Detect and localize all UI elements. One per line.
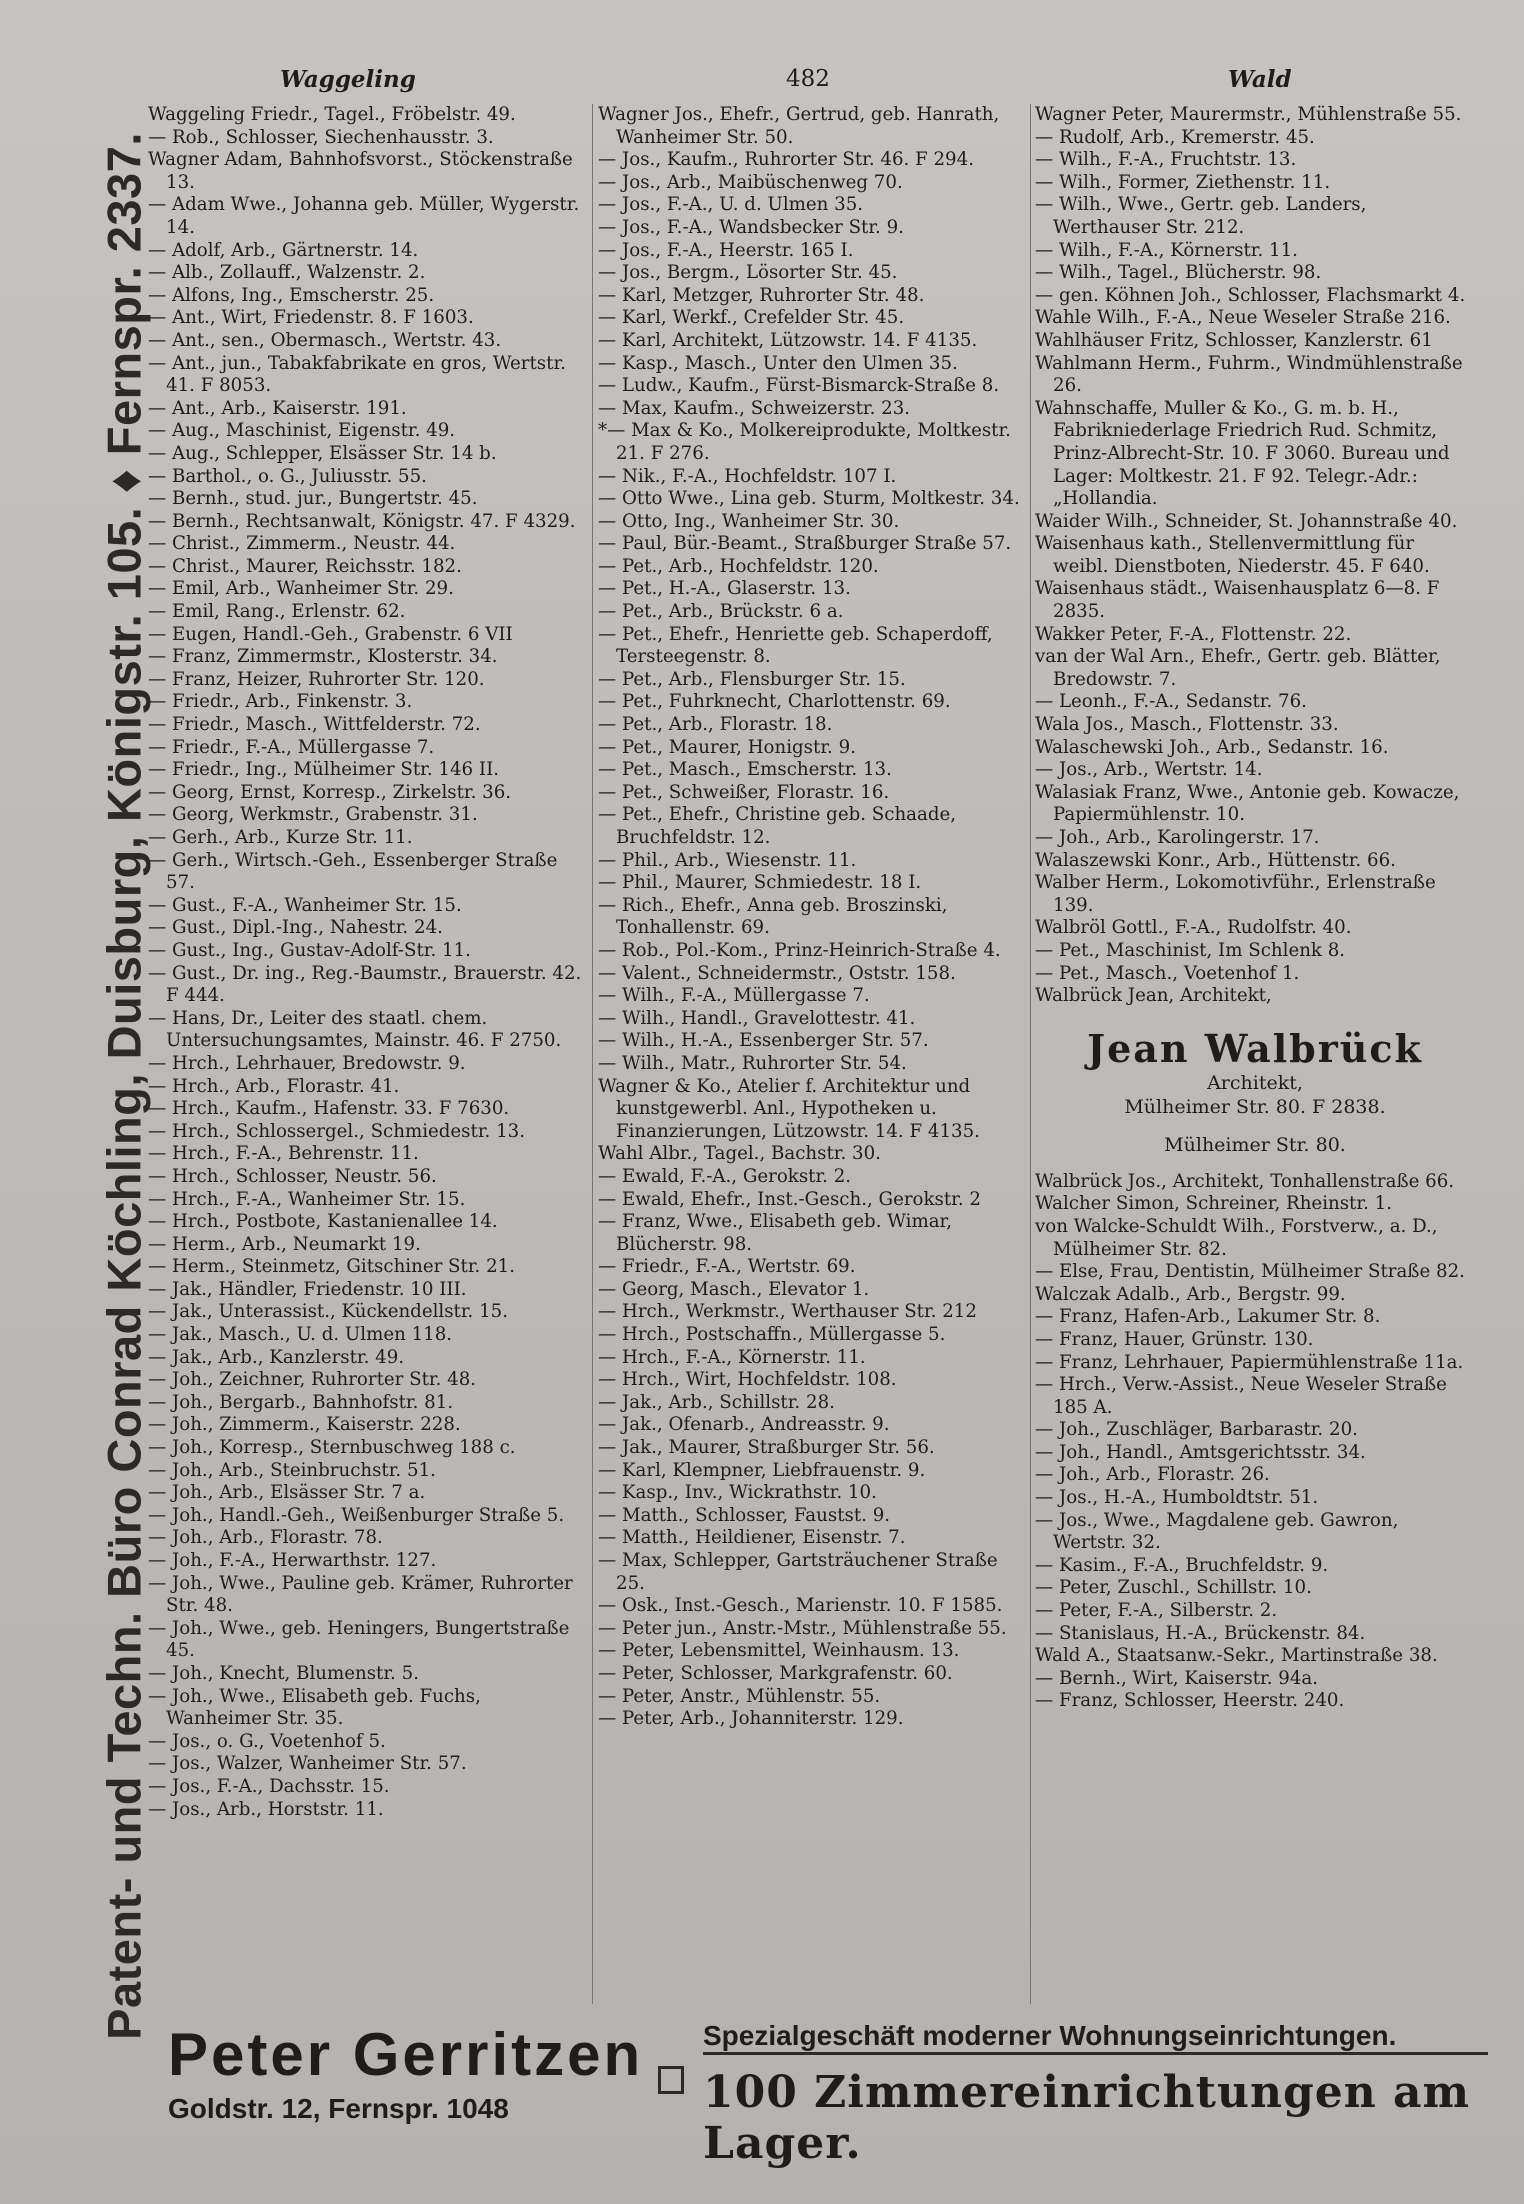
- directory-entry: — Hrch., Schlosser, Neustr. 56.: [148, 1165, 437, 1187]
- directory-entry: — Peter, Schlosser, Markgrafenstr. 60.: [598, 1662, 953, 1684]
- directory-entry: — Jos., F.-A., Dachsstr. 15.: [148, 1775, 390, 1797]
- ad-sub-address: Mülheimer Str. 80.: [1164, 1133, 1346, 1156]
- directory-entry: Waisenhaus städt., Waisenhausplatz 6—8. F 2835.: [1035, 578, 1440, 623]
- header-left: Waggeling: [280, 66, 416, 93]
- column-divider: [592, 104, 593, 2004]
- directory-entry: — Max, Schlepper, Gartsträuchener Straße 25.: [598, 1550, 998, 1594]
- directory-entry: Wagner Peter, Maurermstr., Mühlenstraße 55.: [1035, 104, 1462, 125]
- directory-entry: — Friedr., F.-A., Wertstr. 69.: [598, 1256, 856, 1278]
- directory-entry: — Peter, Arb., Johanniterstr. 129.: [598, 1708, 904, 1730]
- directory-entry: — Jos., H.-A., Humboldtstr. 51.: [1035, 1487, 1319, 1509]
- directory-entry: — Jak., Unterassist., Kückendellstr. 15.: [148, 1301, 509, 1323]
- directory-entry: — Hrch., Postbote, Kastanienallee 14.: [148, 1211, 498, 1233]
- directory-entry: — Franz, Heizer, Ruhrorter Str. 120.: [148, 668, 485, 690]
- directory-entry: — Joh., Wwe., Pauline geb. Krämer, Ruhrorter Str. 48.: [148, 1572, 573, 1617]
- directory-entry: Wagner & Ko., Atelier f. Architektur und kunstgewerbl. Anl., Hypotheken u. Finanzierungen, Lützowstr. 14. F 4135.: [598, 1075, 980, 1142]
- directory-entry: — Wilh., Wwe., Gertr. geb. Landers, Werthauser Str. 212.: [1035, 194, 1367, 238]
- furniture-ad: [703, 2020, 1488, 2169]
- gerritzen-address: Goldstr. 12, Fernspr. 1048: [168, 2093, 509, 2124]
- directory-entry: — Georg, Masch., Elevator 1.: [598, 1278, 870, 1300]
- directory-entry: — Joh., Arb., Florastr. 78.: [148, 1527, 383, 1549]
- directory-entry: — Rob., Schlosser, Siechenhausstr. 3.: [148, 126, 494, 148]
- directory-entry: — Hrch., Verw.-Assist., Neue Weseler Straße 185 A.: [1035, 1374, 1447, 1418]
- directory-entry: Walbröl Gottl., F.-A., Rudolfstr. 40.: [1035, 917, 1352, 939]
- directory-entry: — Ludw., Kaufm., Fürst-Bismarck-Straße 8.: [598, 375, 1000, 397]
- directory-entry: — Wilh., Tagel., Blücherstr. 98.: [1035, 262, 1322, 284]
- directory-entry: Walber Herm., Lokomotivführ., Erlenstraße 139.: [1035, 872, 1436, 916]
- directory-entry: Wahlmann Herm., Fuhrm., Windmühlenstraße 26.: [1035, 352, 1463, 397]
- directory-entry: — Hrch., Lehrhauer, Bredowstr. 9.: [148, 1052, 466, 1074]
- directory-entry: — Wilh., F.-A., Müllergasse 7.: [598, 985, 870, 1007]
- directory-entry: — Hrch., F.-A., Wanheimer Str. 15.: [148, 1188, 466, 1210]
- directory-entry: — Hans, Dr., Leiter des staatl. chem. Untersuchungsamtes, Mainstr. 46. F 2750.: [148, 1007, 562, 1052]
- walbrueck-advertisement: [1035, 1026, 1475, 1157]
- column-divider: [1030, 104, 1031, 2004]
- column-1: [148, 104, 586, 1821]
- directory-entry: — Gust., Dr. ing., Reg.-Baumstr., Brauerstr. 42. F 444.: [148, 962, 582, 1007]
- directory-entry: — Jos., F.-A., Heerstr. 165 I.: [598, 239, 854, 261]
- directory-entry: — Karl, Werkf., Crefelder Str. 45.: [598, 307, 905, 329]
- directory-entry: — Herm., Arb., Neumarkt 19.: [148, 1233, 421, 1255]
- directory-entry: — Hrch., Kaufm., Hafenstr. 33. F 7630.: [148, 1098, 510, 1120]
- directory-entry: — Aug., Maschinist, Eigenstr. 49.: [148, 420, 456, 442]
- directory-entry: — Bernh., Wirt, Kaiserstr. 94a.: [1035, 1667, 1319, 1689]
- directory-entry: — Peter, Zuschl., Schillstr. 10.: [1035, 1577, 1312, 1599]
- directory-entry: Walbrück Jos., Architekt, Tonhallenstraße 66.: [1035, 1170, 1455, 1192]
- directory-entry: — Karl, Metzger, Ruhrorter Str. 48.: [598, 284, 925, 306]
- directory-entry: — Pet., Arb., Flensburger Str. 15.: [598, 668, 906, 690]
- directory-entry: *— Max & Ko., Molkereiprodukte, Moltkestr. 21. F 276.: [598, 420, 1011, 464]
- directory-entry: — Ewald, Ehefr., Inst.-Gesch., Gerokstr. 2: [598, 1188, 981, 1210]
- directory-entry: — Franz, Lehrhauer, Papiermühlenstraße 11a.: [1035, 1351, 1464, 1373]
- directory-entry: — Bernh., stud. jur., Bungertstr. 45.: [148, 488, 478, 510]
- directory-entry: — Wilh., F.-A., Fruchtstr. 13.: [1035, 149, 1297, 171]
- directory-entry: — Joh., Wwe., geb. Heningers, Bungertstraße 45.: [148, 1617, 570, 1662]
- directory-entry: — Karl, Klempner, Liebfrauenstr. 9.: [598, 1459, 926, 1481]
- directory-entry: Wakker Peter, F.-A., Flottenstr. 22.: [1035, 623, 1352, 645]
- directory-entry: — Hrch., Postschaffn., Müllergasse 5.: [598, 1324, 946, 1346]
- directory-entry: — Christ., Maurer, Reichsstr. 182.: [148, 555, 462, 577]
- directory-entry: — Jos., o. G., Voetenhof 5.: [148, 1730, 386, 1752]
- directory-entry: — Christ., Zimmerm., Neustr. 44.: [148, 533, 456, 555]
- directory-entry: — Wilh., H.-A., Essenberger Str. 57.: [598, 1030, 929, 1052]
- directory-entry: — Franz, Hauer, Grünstr. 130.: [1035, 1328, 1314, 1350]
- directory-entry: — Ant., jun., Tabakfabrikate en gros, Wertstr. 41. F 8053.: [148, 352, 566, 397]
- directory-entry: Wala Jos., Masch., Flottenstr. 33.: [1035, 714, 1339, 736]
- directory-entry: — Herm., Steinmetz, Gitschiner Str. 21.: [148, 1256, 516, 1278]
- directory-entry: — Jak., Ofenarb., Andreasstr. 9.: [598, 1414, 890, 1436]
- directory-entry: Walczak Adalb., Arb., Bergstr. 99.: [1035, 1283, 1346, 1305]
- directory-entry: — Jos., Arb., Wertstr. 14.: [1035, 759, 1263, 781]
- directory-entry: — Leonh., F.-A., Sedanstr. 76.: [1035, 691, 1307, 713]
- directory-entry: — Jak., Maurer, Straßburger Str. 56.: [598, 1437, 935, 1459]
- directory-entry: — Eugen, Handl.-Geh., Grabenstr. 6 VII: [148, 623, 513, 645]
- directory-entry: — Stanislaus, H.-A., Brückenstr. 84.: [1035, 1622, 1366, 1644]
- separator-square-icon: [658, 2066, 684, 2094]
- directory-entry: Walaschewski Joh., Arb., Sedanstr. 16.: [1035, 736, 1389, 758]
- directory-entry: — Alb., Zollauff., Walzenstr. 2.: [148, 262, 426, 284]
- side-ad-text: Patent- und Techn. Büro Conrad Köchling, Duisburg, Königstr. 105. ♦ Fernspr. 2337.: [97, 132, 151, 2040]
- gerritzen-name: Peter Gerritzen: [168, 2021, 644, 2088]
- furniture-ad-line: 100 Zimmereinrichtungen am Lager.: [703, 2067, 1471, 2169]
- directory-entry: — Pet., Arb., Florastr. 18.: [598, 714, 833, 736]
- directory-entry: — Ewald, F.-A., Gerokstr. 2.: [598, 1165, 852, 1187]
- directory-entry: — Peter, Lebensmittel, Weinhausm. 13.: [598, 1640, 960, 1662]
- directory-entry: — Jos., F.-A., U. d. Ulmen 35.: [598, 194, 864, 216]
- directory-entry: — Hrch., Werkmstr., Werthauser Str. 212: [598, 1301, 977, 1323]
- directory-entry: Waggeling Friedr., Tagel., Fröbelstr. 49.: [148, 104, 516, 125]
- directory-entry: — Friedr., F.-A., Müllergasse 7.: [148, 736, 435, 758]
- directory-entry: — Ant., Arb., Kaiserstr. 191.: [148, 397, 407, 419]
- directory-entry: — Rudolf, Arb., Kremerstr. 45.: [1035, 126, 1315, 148]
- directory-entry: — Emil, Arb., Wanheimer Str. 29.: [148, 578, 454, 600]
- header-right: Wald: [1228, 66, 1292, 93]
- directory-entry: — Else, Frau, Dentistin, Mülheimer Straße 82.: [1035, 1261, 1465, 1283]
- directory-entry: — Osk., Inst.-Gesch., Marienstr. 10. F 1585.: [598, 1595, 1003, 1617]
- directory-entry: — Alfons, Ing., Emscherstr. 25.: [148, 284, 435, 306]
- directory-entry: — Peter, Anstr., Mühlenstr. 55.: [598, 1685, 881, 1707]
- directory-entry: — Jos., Bergm., Lösorter Str. 45.: [598, 262, 898, 284]
- directory-entry: — Hrch., F.-A., Körnerstr. 11.: [598, 1346, 866, 1368]
- directory-entry: — Wilh., Matr., Ruhrorter Str. 54.: [598, 1052, 907, 1074]
- directory-entry: — Hrch., Arb., Florastr. 41.: [148, 1075, 400, 1097]
- directory-entry: — Peter jun., Anstr.-Mstr., Mühlenstraße 55.: [598, 1617, 1007, 1639]
- directory-entry: — Jak., Händler, Friedenstr. 10 III.: [148, 1278, 467, 1300]
- directory-entry: Wahl Albr., Tagel., Bachstr. 30.: [598, 1143, 881, 1165]
- directory-entry: — Pet., Maurer, Honigstr. 9.: [598, 736, 856, 758]
- directory-entry: — Joh., Zuschläger, Barbarastr. 20.: [1035, 1419, 1358, 1441]
- directory-entry: — Phil., Arb., Wiesenstr. 11.: [598, 849, 857, 871]
- directory-entry: Walcher Simon, Schreiner, Rheinstr. 1.: [1035, 1193, 1392, 1215]
- directory-entry: — Emil, Rang., Erlenstr. 62.: [148, 601, 406, 623]
- directory-entry: — Kasp., Inv., Wickrathstr. 10.: [598, 1482, 877, 1504]
- directory-entry: — Jak., Arb., Kanzlerstr. 49.: [148, 1346, 405, 1368]
- furniture-ad-title: Spezialgeschäft moderner Wohnungseinrichtungen.: [703, 2020, 1488, 2055]
- directory-entry: Walaszewski Konr., Arb., Hüttenstr. 66.: [1035, 849, 1396, 871]
- directory-entry: — Pet., H.-A., Glaserstr. 13.: [598, 578, 851, 600]
- directory-entry: — Gust., Ing., Gustav-Adolf-Str. 11.: [148, 939, 471, 961]
- column-3: [1035, 104, 1475, 1713]
- directory-entry: Walbrück Jean, Architekt,: [1035, 985, 1272, 1007]
- directory-entry: — Joh., F.-A., Herwarthstr. 127.: [148, 1550, 437, 1571]
- directory-entry: — Franz, Wwe., Elisabeth geb. Wimar, Blücherstr. 98.: [598, 1211, 953, 1255]
- directory-entry: — Rich., Ehefr., Anna geb. Broszinski, Tonhallenstr. 69.: [598, 894, 948, 939]
- directory-entry: — Pet., Ehefr., Henriette geb. Schaperdoff, Tersteegenstr. 8.: [598, 623, 993, 668]
- directory-entry: — Georg, Ernst, Korresp., Zirkelstr. 36.: [148, 781, 512, 803]
- directory-entry: — Friedr., Arb., Finkenstr. 3.: [148, 691, 413, 713]
- directory-entry: — Franz, Schlosser, Heerstr. 240.: [1035, 1690, 1345, 1712]
- directory-entry: — Jos., Walzer, Wanheimer Str. 57.: [148, 1753, 467, 1775]
- directory-entry: Wahle Wilh., F.-A., Neue Weseler Straße 216.: [1035, 307, 1451, 329]
- directory-entry: — Hrch., Schlossergel., Schmiedestr. 13.: [148, 1120, 525, 1142]
- directory-entry: — Adam Wwe., Johanna geb. Müller, Wygerstr. 14.: [148, 194, 580, 238]
- directory-entry: — Jak., Masch., U. d. Ulmen 118.: [148, 1324, 453, 1346]
- directory-entry: — Joh., Knecht, Blumenstr. 5.: [148, 1662, 419, 1684]
- directory-entry: — Nik., F.-A., Hochfeldstr. 107 I.: [598, 465, 897, 487]
- directory-entry: — Karl, Architekt, Lützowstr. 14. F 4135.: [598, 329, 978, 351]
- directory-entry: — Jos., Wwe., Magdalene geb. Gawron, Wertstr. 32.: [1035, 1509, 1399, 1554]
- directory-entry: Wald A., Staatsanw.-Sekr., Martinstraße 38.: [1035, 1645, 1438, 1667]
- directory-entry: — Pet., Arb., Brückstr. 6 a.: [598, 601, 844, 623]
- directory-entry: — Gerh., Arb., Kurze Str. 11.: [148, 827, 413, 848]
- column-2: [598, 104, 1030, 1731]
- directory-entry: — Joh., Arb., Karolingerstr. 17.: [1035, 827, 1320, 848]
- directory-entry: Waisenhaus kath., Stellenvermittlung für weibl. Dienstboten, Niederstr. 45. F 640.: [1035, 533, 1430, 577]
- directory-entry: — Adolf, Arb., Gärtnerstr. 14.: [148, 239, 419, 261]
- directory-entry: — Rob., Pol.-Kom., Prinz-Heinrich-Straße 4.: [598, 939, 1001, 961]
- directory-entry: — Gerh., Wirtsch.-Geh., Essenberger Straße 57.: [148, 849, 558, 894]
- directory-entry: — Georg, Werkmstr., Grabenstr. 31.: [148, 804, 478, 826]
- directory-entry: — Wilh., F.-A., Körnerstr. 11.: [1035, 239, 1298, 261]
- directory-entry: — Kasim., F.-A., Bruchfeldstr. 9.: [1035, 1554, 1329, 1576]
- directory-entry: Wagner Adam, Bahnhofsvorst., Stöckenstraße 13.: [148, 149, 573, 193]
- gerritzen-ad: [168, 2020, 643, 2125]
- bottom-advertisement: [158, 2010, 1488, 2169]
- directory-entry: — Pet., Maschinist, Im Schlenk 8.: [1035, 939, 1346, 961]
- directory-entry: — Kasp., Masch., Unter den Ulmen 35.: [598, 352, 958, 374]
- directory-entry: — Pet., Masch., Emscherstr. 13.: [598, 759, 892, 781]
- directory-entry: — Franz, Hafen-Arb., Lakumer Str. 8.: [1035, 1306, 1381, 1328]
- directory-entry: — Aug., Schlepper, Elsässer Str. 14 b.: [148, 442, 497, 464]
- directory-entry: Walasiak Franz, Wwe., Antonie geb. Kowacze, Papiermühlenstr. 10.: [1035, 781, 1460, 826]
- column-3-top-list: [1035, 104, 1475, 1008]
- directory-entry: — Phil., Maurer, Schmiedestr. 18 I.: [598, 872, 922, 894]
- directory-entry: — Jos., Arb., Horststr. 11.: [148, 1798, 384, 1820]
- directory-entry: van der Wal Arn., Ehefr., Gertr. geb. Blätter, Bredowstr. 7.: [1035, 646, 1441, 690]
- directory-entry: — Joh., Zeichner, Ruhrorter Str. 48.: [148, 1369, 477, 1391]
- directory-entry: — Friedr., Masch., Wittfelderstr. 72.: [148, 714, 481, 736]
- directory-entry: — Wilh., Former, Ziethenstr. 11.: [1035, 171, 1331, 193]
- directory-entry: — Ant., sen., Obermasch., Wertstr. 43.: [148, 329, 502, 351]
- directory-entry: — Barthol., o. G., Juliusstr. 55.: [148, 465, 427, 487]
- directory-entry: — Peter, F.-A., Silberstr. 2.: [1035, 1600, 1278, 1622]
- directory-entry: — Pet., Masch., Voetenhof 1.: [1035, 962, 1300, 984]
- directory-entry: — Pet., Fuhrknecht, Charlottenstr. 69.: [598, 691, 951, 713]
- directory-entry: — Friedr., Ing., Mülheimer Str. 146 II.: [148, 759, 500, 781]
- directory-entry: — gen. Köhnen Joh., Schlosser, Flachsmarkt 4.: [1035, 284, 1466, 306]
- directory-entry: — Gust., F.-A., Wanheimer Str. 15.: [148, 894, 462, 916]
- directory-entry: Wahlhäuser Fritz, Schlosser, Kanzlerstr. 61: [1035, 329, 1433, 351]
- directory-entry: — Matth., Heildiener, Eisenstr. 7.: [598, 1527, 906, 1549]
- side-advertisement: [92, 96, 156, 2076]
- directory-entry: — Joh., Zimmerm., Kaiserstr. 228.: [148, 1414, 461, 1436]
- ad-name: Jean Walbrück: [1087, 1025, 1423, 1071]
- directory-entry: — Joh., Wwe., Elisabeth geb. Fuchs, Wanheimer Str. 35.: [148, 1685, 481, 1730]
- directory-entry: — Paul, Bür.-Beamt., Straßburger Straße 57.: [598, 533, 1012, 555]
- directory-entry: — Jos., Arb., Maibüschenweg 70.: [598, 171, 903, 193]
- directory-entry: — Jak., Arb., Schillstr. 28.: [598, 1391, 835, 1413]
- directory-entry: — Jos., Kaufm., Ruhrorter Str. 46. F 294.: [598, 149, 974, 171]
- directory-entry: — Pet., Arb., Hochfeldstr. 120.: [598, 555, 879, 577]
- directory-entry: — Pet., Ehefr., Christine geb. Schaade, Bruchfeldstr. 12.: [598, 804, 957, 848]
- directory-entry: — Gust., Dipl.-Ing., Nahestr. 24.: [148, 917, 443, 939]
- directory-entry: — Hrch., F.-A., Behrenstr. 11.: [148, 1143, 419, 1165]
- ad-address: Mülheimer Str. 80. F 2838.: [1124, 1095, 1386, 1118]
- directory-entry: — Hrch., Wirt, Hochfeldstr. 108.: [598, 1369, 897, 1391]
- page-number: 482: [786, 66, 830, 92]
- directory-entry: — Franz, Zimmermstr., Klosterstr. 34.: [148, 646, 498, 668]
- directory-entry: — Pet., Schweißer, Florastr. 16.: [598, 781, 890, 803]
- column-3-bottom-list: [1035, 1171, 1475, 1713]
- directory-entry: — Joh., Handl.-Geh., Weißenburger Straße 5.: [148, 1504, 565, 1526]
- directory-entry: Wagner Jos., Ehefr., Gertrud, geb. Hanrath, Wanheimer Str. 50.: [598, 104, 1000, 148]
- directory-entry: — Otto, Ing., Wanheimer Str. 30.: [598, 510, 900, 532]
- directory-entry: — Jos., F.-A., Wandsbecker Str. 9.: [598, 216, 904, 238]
- directory-entry: — Wilh., Handl., Gravelottestr. 41.: [598, 1007, 916, 1029]
- directory-entry: — Valent., Schneidermstr., Oststr. 158.: [598, 962, 956, 984]
- directory-entry: — Bernh., Rechtsanwalt, Königstr. 47. F 4329.: [148, 510, 576, 532]
- directory-entry: — Max, Kaufm., Schweizerstr. 23.: [598, 397, 911, 419]
- directory-entry: von Walcke-Schuldt Wilh., Forstverw., a. D., Mülheimer Str. 82.: [1035, 1215, 1438, 1260]
- directory-entry: — Joh., Korresp., Sternbuschweg 188 c.: [148, 1437, 516, 1459]
- directory-entry: — Joh., Arb., Florastr. 26.: [1035, 1464, 1270, 1486]
- directory-entry: — Ant., Wirt, Friedenstr. 8. F 1603.: [148, 307, 474, 329]
- ad-role: Architekt,: [1207, 1071, 1303, 1094]
- directory-entry: Wahnschaffe, Muller & Ko., G. m. b. H., Fabrikniederlage Friedrich Rud. Schmitz, Prinz-Albrecht-Str. 10. F 3060. Bureau und Lager: Moltkestr. 21. F 92. Telegr.-Adr.: „Hollandia.: [1035, 397, 1450, 510]
- directory-entry: — Joh., Bergarb., Bahnhofstr. 81.: [148, 1391, 454, 1413]
- directory-entry: — Otto Wwe., Lina geb. Sturm, Moltkestr. 34.: [598, 488, 1020, 510]
- directory-entry: Waider Wilh., Schneider, St. Johannstraße 40.: [1035, 510, 1458, 532]
- directory-entry: — Joh., Arb., Steinbruchstr. 51.: [148, 1459, 436, 1481]
- directory-entry: — Joh., Handl., Amtsgerichtsstr. 34.: [1035, 1441, 1366, 1463]
- directory-entry: — Matth., Schlosser, Faustst. 9.: [598, 1504, 891, 1526]
- directory-entry: — Joh., Arb., Elsässer Str. 7 a.: [148, 1482, 426, 1504]
